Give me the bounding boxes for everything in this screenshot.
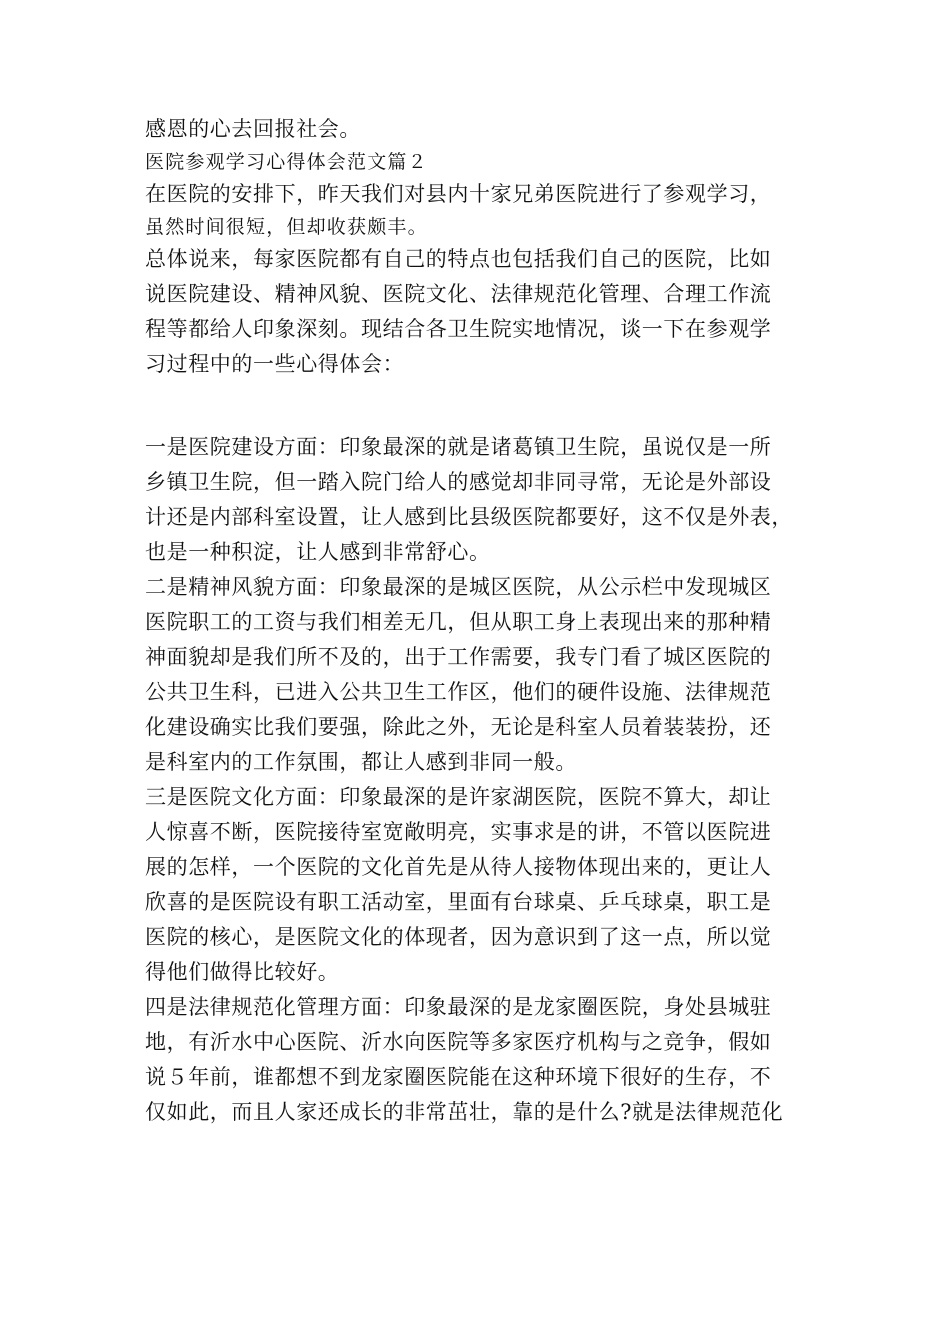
text-line-5: 总体说来，每家医院都有自己的特点也包括我们自己的医院，比如: [145, 247, 772, 271]
text-line-26: 四是法律规范化管理方面：印象最深的是龙家圈医院，身处县城驻: [145, 995, 772, 1019]
text-line-23: 欣喜的是医院设有职工活动室，里面有台球桌、乒乓球桌，职工是: [145, 890, 772, 914]
text-line-14: 二是精神风貌方面：印象最深的是城区医院，从公示栏中发现城区: [145, 575, 772, 599]
text-line-18: 化建设确实比我们要强，除此之外，无论是科室人员着装装扮，还: [145, 715, 772, 739]
text-line-25: 得他们做得比较好。: [145, 960, 340, 984]
text-line-6: 说医院建设、精神风貌、医院文化、法律规范化管理、合理工作流: [145, 282, 772, 306]
text-line-24: 医院的核心，是医院文化的体现者，因为意识到了这一点，所以觉: [145, 925, 772, 949]
document-body: [145, 112, 825, 1130]
text-line-3: 在医院的安排下，昨天我们对县内十家兄弟医院进行了参观学习，: [145, 182, 772, 206]
section-heading: 医院参观学习心得体会范文篇２: [145, 151, 428, 173]
text-line-17: 公共卫生科，已进入公共卫生工作区，他们的硬件设施、法律规范: [145, 680, 772, 704]
text-line-7: 程等都给人印象深刻。现结合各卫生院实地情况，谈一下在参观学: [145, 317, 772, 341]
text-line-20: 三是医院文化方面：印象最深的是许家湖医院，医院不算大，却让: [145, 785, 772, 809]
text-line-15: 医院职工的工资与我们相差无几，但从职工身上表现出来的那种精: [145, 610, 772, 634]
text-line-27: 地，有沂水中心医院、沂水向医院等多家医疗机构与之竞争，假如: [145, 1030, 772, 1054]
text-line-12: 计还是内部科室设置，让人感到比县级医院都要好，这不仅是外表，: [145, 505, 793, 529]
blank-line: [145, 382, 825, 430]
text-line-21: 人惊喜不断，医院接待室宽敞明亮，实事求是的讲，不管以医院进: [145, 820, 772, 844]
text-line-19: 是科室内的工作氛围，都让人感到非同一般。: [145, 750, 577, 774]
text-line-1: 感恩的心去回报社会。: [145, 117, 361, 141]
text-line-29: 仅如此，而且人家还成长的非常茁壮，靠的是什么?就是法律规范化: [145, 1100, 784, 1124]
text-line-4: 虽然时间很短，但却收获颇丰。: [145, 216, 428, 238]
text-line-13: 也是一种积淀，让人感到非常舒心。: [145, 540, 491, 564]
text-line-28: 说５年前，谁都想不到龙家圈医院能在这种环境下很好的生存，不: [145, 1065, 772, 1089]
text-line-16: 神面貌却是我们所不及的，出于工作需要，我专门看了城区医院的: [145, 645, 772, 669]
text-line-8: 习过程中的一些心得体会：: [145, 352, 405, 376]
text-line-11: 乡镇卫生院，但一踏入院门给人的感觉却非同寻常，无论是外部设: [145, 470, 772, 494]
text-line-22: 展的怎样，一个医院的文化首先是从待人接物体现出来的，更让人: [145, 855, 772, 879]
text-line-10: 一是医院建设方面：印象最深的就是诸葛镇卫生院，虽说仅是一所: [145, 435, 772, 459]
